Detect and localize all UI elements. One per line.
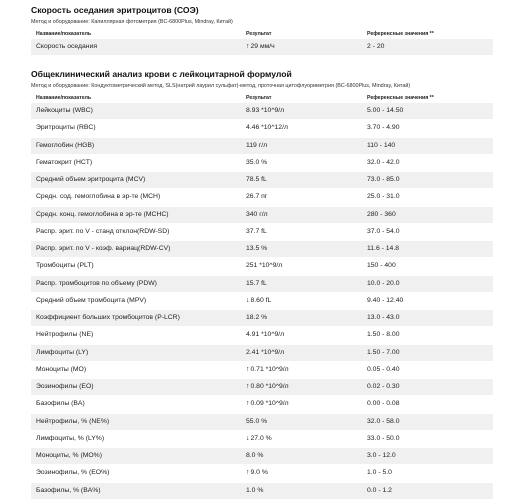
row-result-value: 0.09 *10^9/л	[250, 400, 289, 408]
row-reference: 1.50 - 8.00	[367, 331, 400, 339]
esr-method: Метод и оборудование: Капиллярная фотометрия (BC-6800Plus, Mindray, Китай)	[31, 19, 233, 25]
row-result-value: 29 мм/ч	[250, 43, 275, 50]
row-name: Распр. эрит. по V - коэф. вариац(RDW-CV)	[36, 245, 171, 252]
table-row	[31, 138, 493, 154]
row-result	[246, 452, 263, 459]
row-result-value: 8.0 %	[246, 452, 264, 459]
row-reference: 13.0 - 43.0	[367, 314, 400, 321]
row-name: Коэффициент больших тромбоцитов (P-LCR)	[36, 314, 180, 321]
table-row	[31, 310, 493, 326]
row-reference: 1.0 - 5.0	[367, 469, 392, 477]
row-result	[246, 228, 267, 235]
row-result-value: 78.5 fL	[246, 176, 267, 183]
row-result-value: 35.0 %	[246, 158, 268, 166]
row-reference: 280 - 360	[367, 210, 396, 218]
table-row	[31, 172, 493, 188]
row-reference: 9.40 - 12.40	[367, 296, 404, 304]
table-row	[31, 379, 493, 395]
row-result	[246, 280, 267, 287]
table-row	[31, 103, 493, 119]
table-row	[31, 207, 493, 223]
header-result: Результат	[246, 95, 272, 101]
row-result	[246, 124, 288, 131]
row-result	[246, 107, 284, 114]
row-result-value: 0.80 *10^9/л	[250, 383, 289, 390]
row-result	[246, 297, 271, 304]
header-name: Название/показатель	[36, 95, 92, 101]
arrow-up-icon: ↑	[246, 43, 250, 50]
row-name: Моноциты (MO)	[36, 365, 87, 373]
row-result	[246, 366, 289, 373]
table-row	[31, 345, 493, 361]
header-name: Название/показатель	[36, 31, 92, 37]
row-result-value: 15.7 fL	[246, 279, 267, 287]
table-row	[31, 465, 493, 481]
row-name: Тромбоциты (PLT)	[36, 262, 94, 270]
row-result-value: 119 г/л	[246, 141, 268, 149]
row-name: Лимфоциты (LY)	[36, 348, 89, 356]
row-reference: 3.70 - 4.90	[367, 124, 400, 132]
row-name: Скорость оседания	[36, 43, 98, 50]
row-result	[246, 211, 268, 218]
row-result	[246, 487, 263, 494]
arrow-down-icon: ↓	[246, 296, 250, 304]
row-reference: 37.0 - 54.0	[367, 227, 400, 235]
row-result	[246, 435, 272, 442]
cbc-section-title: Общеклинический анализ крови с лейкоцитарной формулой	[31, 69, 292, 79]
row-name: Распр. тромбоцитов по объему (PDW)	[36, 279, 157, 287]
row-name: Эозинофилы, % (EO%)	[36, 469, 110, 477]
esr-table-header	[31, 30, 493, 39]
row-name: Средн. сод. гемоглобина в эр-те (MCH)	[36, 193, 161, 201]
row-result	[246, 176, 267, 183]
row-result-value: 18.2 %	[246, 314, 268, 321]
row-name: Нейтрофилы (NE)	[36, 331, 94, 339]
table-row	[31, 120, 493, 136]
row-result-value: 4.91 *10^9/л	[246, 331, 285, 339]
row-result-value: 1.0 %	[246, 486, 264, 494]
table-row	[31, 155, 493, 171]
row-name: Лимфоциты, % (LY%)	[36, 434, 105, 442]
row-reference: 33.0 - 50.0	[367, 434, 400, 442]
row-result-value: 0.71 *10^9/л	[250, 365, 289, 373]
row-name: Гемоглобин (HGB)	[36, 141, 95, 149]
cbc-table-header	[31, 94, 493, 103]
row-name: Средний объем эритроцита (MCV)	[36, 176, 146, 183]
row-name: Лейкоциты (WBC)	[36, 107, 93, 114]
table-row	[31, 293, 493, 309]
table-row	[31, 362, 493, 378]
row-reference: 1.50 - 7.00	[367, 348, 400, 356]
row-result	[246, 400, 289, 407]
arrow-up-icon: ↑	[246, 400, 250, 408]
row-reference: 3.0 - 12.0	[367, 452, 396, 459]
row-reference: 0.0 - 1.2	[367, 486, 392, 494]
row-result	[246, 193, 267, 200]
row-result-value: 251 *10^9/л	[246, 262, 283, 270]
table-row	[31, 276, 493, 292]
esr-section-title: Скорость оседания эритроцитов (СОЭ)	[31, 5, 199, 15]
row-result	[246, 349, 284, 356]
arrow-up-icon: ↑	[246, 383, 250, 390]
row-result	[246, 159, 267, 166]
row-result-value: 13.5 %	[246, 245, 268, 252]
row-name: Нейтрофилы, % (NE%)	[36, 417, 110, 425]
table-row	[31, 431, 493, 447]
row-result-value: 340 г/л	[246, 210, 268, 218]
row-reference: 0.05 - 0.40	[367, 365, 400, 373]
table-row	[31, 258, 493, 274]
row-name: Распр. эрит. по V - станд отклон(RDW-SD)	[36, 227, 170, 235]
row-result	[246, 142, 267, 149]
row-reference: 150 - 400	[367, 262, 396, 270]
table-row	[31, 224, 493, 240]
row-result-value: 26.7 пг	[246, 193, 268, 201]
row-result	[246, 383, 289, 390]
table-row	[31, 414, 493, 430]
row-result-value: 27.0 %	[250, 434, 272, 442]
row-reference: 2 - 20	[367, 43, 385, 50]
row-result-value: 4.46 *10^12/л	[246, 124, 288, 132]
row-result-value: 8.93 *10^9/л	[246, 107, 285, 114]
table-row	[31, 483, 493, 499]
row-name: Базофилы (BA)	[36, 400, 85, 408]
row-result	[246, 469, 268, 476]
arrow-down-icon: ↓	[246, 434, 250, 442]
table-row	[31, 189, 493, 205]
table-row	[31, 327, 493, 343]
row-reference: 5.00 - 14.50	[367, 107, 404, 114]
row-name: Средний объем тромбоцита (MPV)	[36, 296, 147, 304]
row-result	[246, 314, 267, 321]
row-name: Гематокрит (HCT)	[36, 158, 93, 166]
table-row	[31, 396, 493, 412]
row-result-value: 2.41 *10^9/л	[246, 348, 285, 356]
row-result-value: 37.7 fL	[246, 227, 267, 235]
row-result	[246, 418, 267, 425]
cbc-method: Метод и оборудование: Кондуктометрический метод, SLS(натрий лаурил сульфат)-метод, проточная цитофлуориметрия (BC-6800Plus, Mindray, Китай)	[31, 83, 411, 89]
table-row	[31, 241, 493, 257]
row-result	[246, 245, 267, 252]
row-name: Базофилы, % (BA%)	[36, 486, 101, 494]
row-name: Эозинофилы (EO)	[36, 383, 94, 390]
arrow-up-icon: ↑	[246, 365, 250, 373]
row-result-value: 55.0 %	[246, 417, 268, 425]
row-reference: 11.6 - 14.8	[367, 245, 399, 252]
row-result	[246, 43, 275, 50]
row-reference: 10.0 - 20.0	[367, 279, 400, 287]
header-ref: Референсные значения **	[367, 95, 434, 101]
row-name: Средн. конц. гемоглобина в эр-те (MCHC)	[36, 210, 169, 218]
header-result: Результат	[246, 31, 272, 37]
table-row	[31, 448, 493, 464]
row-name: Моноциты, % (MO%)	[36, 452, 102, 459]
row-name: Эритроциты (RBC)	[36, 124, 96, 132]
row-result-value: 9.0 %	[250, 469, 268, 477]
row-reference: 110 - 140	[367, 141, 396, 149]
row-reference: 0.00 - 0.08	[367, 400, 400, 408]
arrow-up-icon: ↑	[246, 469, 250, 477]
row-reference: 32.0 - 42.0	[367, 158, 400, 166]
row-result	[246, 331, 284, 338]
row-reference: 32.0 - 58.0	[367, 417, 400, 425]
row-result	[246, 262, 282, 269]
table-row	[31, 39, 493, 55]
row-reference: 25.0 - 31.0	[367, 193, 400, 201]
row-reference: 0.02 - 0.30	[367, 383, 400, 390]
row-reference: 73.0 - 85.0	[367, 176, 400, 183]
header-ref: Референсные значения **	[367, 31, 434, 37]
row-result-value: 8.60 fL	[250, 296, 272, 304]
